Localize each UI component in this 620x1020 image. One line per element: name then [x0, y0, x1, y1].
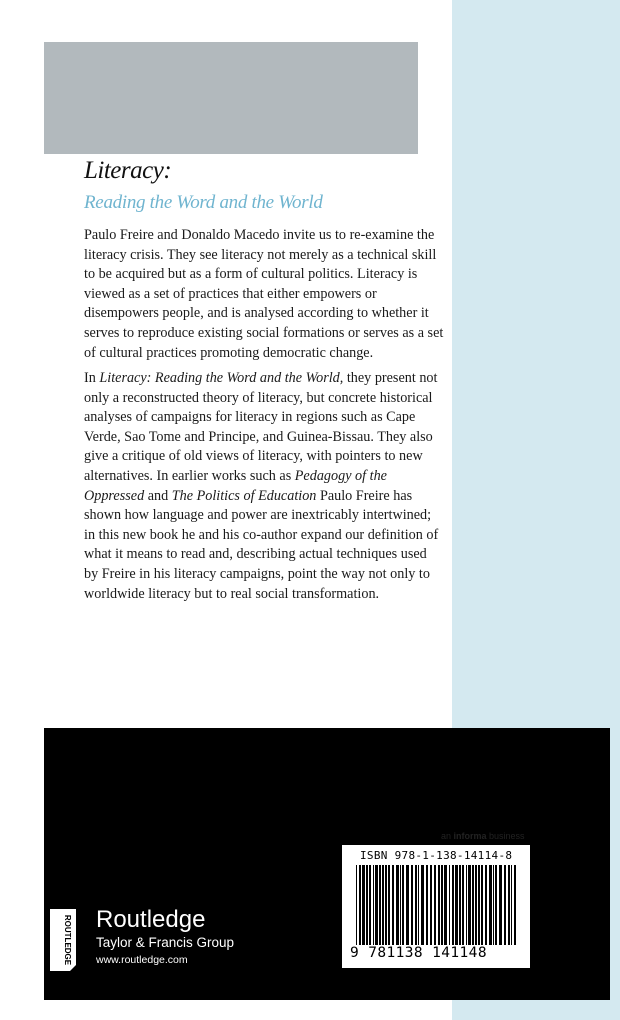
barcode-bar [462, 865, 464, 945]
barcode-bar [400, 865, 401, 945]
barcode-bar [373, 865, 374, 945]
barcode-bar [382, 865, 384, 945]
barcode-bar [455, 865, 458, 945]
blurb-paragraph-2: In Literacy: Reading the Word and the World, they present not only a reconstructed theory of literacy, but concrete historical analyses of campaigns for literacy in regions such as Cape Verde, Sao Tome and Principe, and Guinea-Bissau. They also give a critique of old views of literacy, with pointers to new alternatives. In earlier works such as Pedagogy of the Oppressed and The Politics of Education Paulo Freire has shown how language and power are inextricably intertwined; in this new book he and his co-author expand our definition of what it means to read and, describing actual techniques used by Freire in his literacy campaigns, point the way not only to worldwide literacy but to real social transformation. [84, 370, 439, 602]
publisher-name: Routledge [96, 906, 206, 933]
barcode-bars [356, 865, 518, 945]
barcode-bar [411, 865, 413, 945]
barcode-bar [388, 865, 390, 945]
barcode-bar [472, 865, 474, 945]
barcode-bar [449, 865, 450, 945]
barcode [342, 845, 530, 968]
barcode-bar [459, 865, 461, 945]
barcode-bar [366, 865, 368, 945]
barcode-bar [438, 865, 440, 945]
barcode-bar [362, 865, 365, 945]
barcode-bar [418, 865, 419, 945]
blurb-paragraph-1: Paulo Freire and Donaldo Macedo invite us to re-examine the literacy crisis. They see literacy not merely as a technical skill to be acquired but as a form of cultural politics. Literacy is viewed as a set of practices that either empowers or disempowers people, and is analysed according to whether it serves to reproduce existing social formations or serves as a set of cultural practices promoting democratic change. [84, 227, 444, 361]
barcode-bar [493, 865, 494, 945]
barcode-bar [489, 865, 492, 945]
barcode-bar [511, 865, 512, 945]
barcode-bar [415, 865, 417, 945]
informa-tagline: an informa business [441, 831, 525, 841]
barcode-bar [356, 865, 357, 945]
barcode-bar [426, 865, 428, 945]
barcode-bar [421, 865, 424, 945]
barcode-bar [441, 865, 443, 945]
barcode-bar [359, 865, 361, 945]
logo-text: ROUTLEDGE [63, 914, 72, 966]
barcode-bar [452, 865, 454, 945]
isbn-label: ISBN 978-1-138-14114-8 [360, 849, 513, 862]
barcode-bar [468, 865, 471, 945]
barcode-bar [475, 865, 477, 945]
publisher-group: Taylor & Francis Group [96, 935, 235, 950]
cover-grey-block [44, 42, 418, 154]
publisher-url[interactable]: www.routledge.com [96, 954, 188, 966]
barcode-bar [444, 865, 447, 945]
barcode-bar [375, 865, 378, 945]
barcode-bar [392, 865, 394, 945]
barcode-bar [481, 865, 483, 945]
blurb-book-title: Literacy: Reading the Word and the World, [99, 370, 344, 386]
barcode-bar [385, 865, 387, 945]
barcode-number: 9 781138 141148 [350, 945, 487, 961]
blurb-pedagogy-title: Pedagogy of the Oppressed [84, 467, 387, 504]
barcode-bar [430, 865, 432, 945]
barcode-bar [508, 865, 510, 945]
barcode-bar [504, 865, 506, 945]
barcode-bar [499, 865, 502, 945]
publisher-info [96, 906, 234, 968]
book-title: Literacy: [84, 157, 172, 184]
barcode-bar [434, 865, 436, 945]
barcode-bar [514, 865, 516, 945]
barcode-bar [478, 865, 480, 945]
blurb-politics-title: The Politics of Education [171, 487, 317, 504]
book-subtitle: Reading the Word and the World [84, 192, 323, 213]
barcode-bar [402, 865, 404, 945]
barcode-bar [396, 865, 399, 945]
barcode-bar [406, 865, 409, 945]
barcode-bar [485, 865, 487, 945]
routledge-logo-icon [46, 905, 80, 973]
barcode-bar [495, 865, 497, 945]
barcode-bar [379, 865, 381, 945]
barcode-bar [369, 865, 371, 945]
barcode-bar [466, 865, 467, 945]
